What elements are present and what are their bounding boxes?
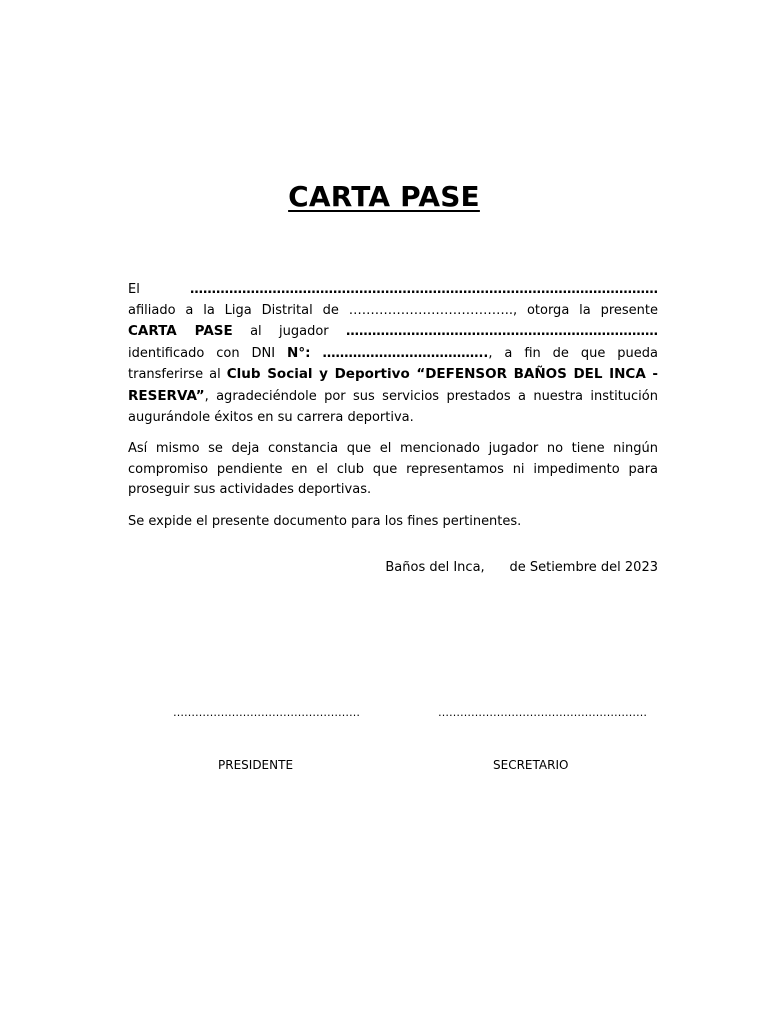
p1-blank-liga: ………………………………..	[348, 302, 513, 318]
signature-label-presidente: PRESIDENTE	[218, 758, 294, 772]
p1-text-6	[311, 346, 323, 361]
paragraph-1	[128, 280, 658, 428]
document-title: CARTA PASE	[288, 180, 480, 213]
paragraph-2: Así mismo se deja constancia que el mencionado jugador no tiene ningún compromiso pendiente en el club que representamos ni impedimento para proseguir sus actividades deportivas.	[128, 441, 658, 498]
p1-text-5: identificado con DNI	[128, 345, 288, 361]
signature-line-presidente: ……………………………………………	[173, 706, 360, 719]
p1-text-2: afiliado a la Liga Distrital de	[128, 302, 349, 318]
p1-blank-club: ………………………………………………………………………………………………	[190, 282, 658, 297]
p1-bold-carta-pase: CARTA PASE	[128, 323, 233, 340]
p1-text-7: , a fin de que pueda transferirse al	[128, 345, 659, 383]
date-line: Baños del Inca, de Setiembre del 2023	[385, 560, 658, 575]
p1-text-3: , otorga la presente	[512, 302, 658, 318]
p1-text-4: al jugador	[232, 324, 346, 340]
p1-bold-numero: N°:	[287, 344, 311, 361]
p1-text-8: , agradeciéndole por sus servicios prestados a nuestra institución augurándole éxitos en su carrera deportiva.	[128, 388, 658, 425]
p1-bold-club-name: Club Social y Deportivo “DEFENSOR BAÑOS DEL INCA - RESERVA”	[128, 366, 658, 404]
p1-blank-jugador: ………………………………………………………………	[346, 324, 658, 340]
p1-blank-dni: ………………………………..	[322, 345, 489, 361]
signature-line-secretario: …………………………………………………	[438, 706, 647, 719]
signature-label-secretario: SECRETARIO	[493, 758, 569, 772]
paragraph-3: Se expide el presente documento para los fines pertinentes.	[128, 513, 522, 529]
document-body	[128, 280, 658, 544]
p1-text-1: El	[128, 282, 190, 297]
